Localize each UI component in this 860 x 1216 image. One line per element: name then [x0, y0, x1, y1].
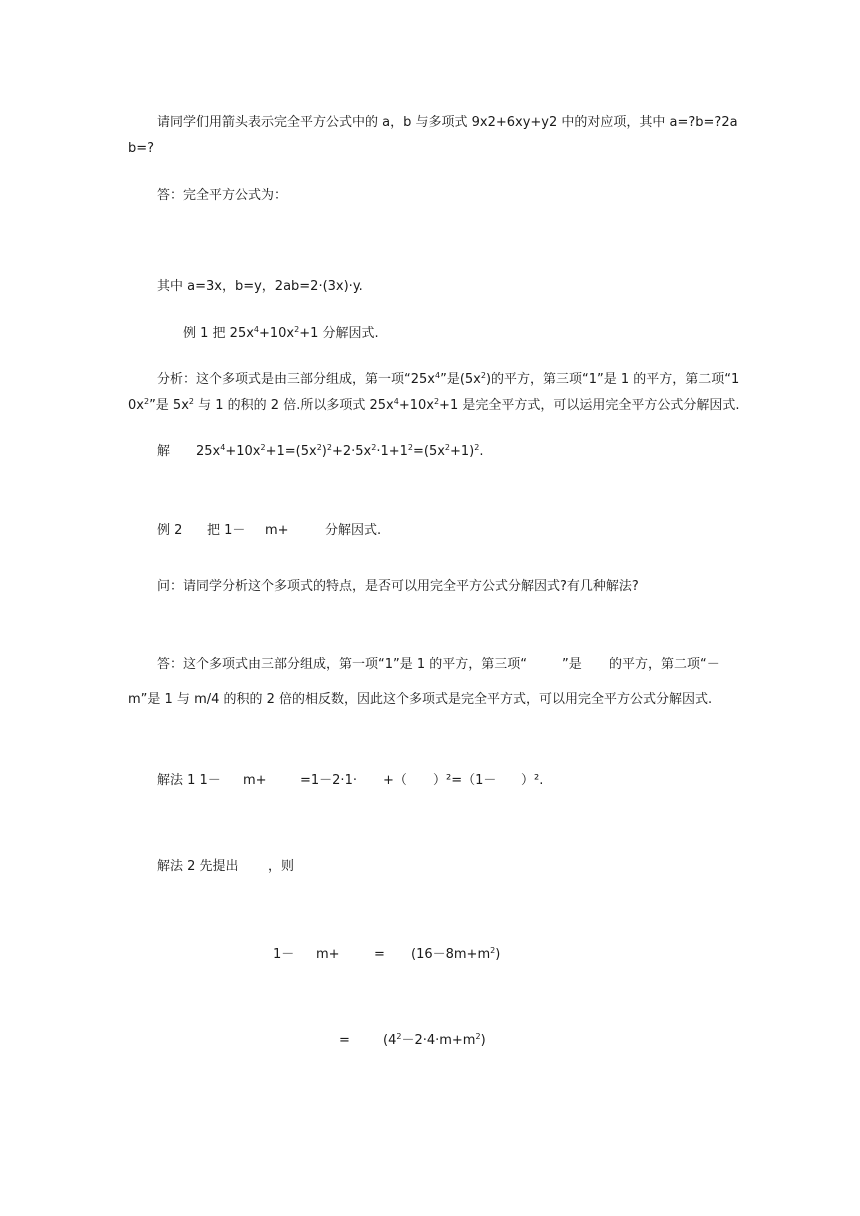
- solution-1: 解 $25x^4+10x^2+1=(5x^2)^2+2\cdot 5x^2\cdot 1+1^2=(5x^2+1)^2$.: [157, 443, 484, 459]
- answer-2-part-c: 的平方，第二项“－: [609, 657, 720, 672]
- answer-2-line-2: m”是 1 与 m/4 的积的 2 倍的相反数，因此这个多项式是完全平方式，可以用完全平方公式分解因式.: [128, 692, 713, 707]
- analysis-line-2: $0x^2$”是 $5x^2$ 与 1 的积的 2 倍.所以多项式 $25x^4+10x^2+1$ 是完全平方式，可以运用完全平方公式分解因式.: [128, 397, 740, 413]
- question-1-line-1: 请同学们用箭头表示完全平方公式中的 a，b 与多项式 9x2+6xy+y2 中的对应项，其中 a=?b=?2a: [157, 115, 738, 130]
- method-1-text-e: ）²=（1－: [433, 773, 497, 788]
- example-2-text-a: 把 1－: [207, 523, 246, 538]
- question-1-line-2: b=?: [128, 141, 155, 156]
- method-1-label: 解法 1 1－: [157, 773, 221, 788]
- equation-2-a: =: [339, 1033, 350, 1048]
- question-2: 问：请同学分析这个多项式的特点，是否可以用完全平方公式分解因式?有几种解法?: [157, 579, 639, 594]
- equation-1-b: m+: [316, 947, 340, 962]
- equation-1-a: 1－: [273, 947, 295, 962]
- equation-2-b: $(4^2-2\cdot 4\cdot m+m^2)$: [383, 1032, 486, 1048]
- method-2-label: 解法 2 先提出: [157, 859, 239, 874]
- analysis-line-1: 分析：这个多项式是由三部分组成，第一项“$25x^4$”是$(5x^2)$的平方，第三项“1”是 1 的平方，第二项“1: [157, 371, 740, 387]
- method-1-text-c: =1－2·1·: [300, 773, 357, 788]
- example-2-label: 例 2: [157, 523, 183, 538]
- where-statement: 其中 a=3x，b=y，2ab=2·(3x)·y.: [157, 279, 363, 294]
- answer-1: 答：完全平方公式为：: [157, 188, 288, 203]
- answer-2-part-a: 答：这个多项式由三部分组成，第一项“1”是 1 的平方，第三项“: [157, 657, 528, 672]
- equation-1-c: =: [374, 947, 385, 962]
- method-1-text-d: +（: [383, 773, 407, 788]
- example-2-text-c: 分解因式.: [325, 523, 382, 538]
- method-2-text-b: ，则: [268, 859, 295, 874]
- equation-1-d: $(16-8m+m^2)$: [411, 946, 501, 962]
- method-1-text-b: m+: [243, 773, 267, 788]
- example-1: 例 1 把 $25x^4+10x^2+1$ 分解因式.: [183, 325, 379, 341]
- example-2-text-b: m+: [265, 523, 289, 538]
- method-1-text-f: ）².: [521, 773, 544, 788]
- answer-2-part-b: ”是: [562, 657, 582, 672]
